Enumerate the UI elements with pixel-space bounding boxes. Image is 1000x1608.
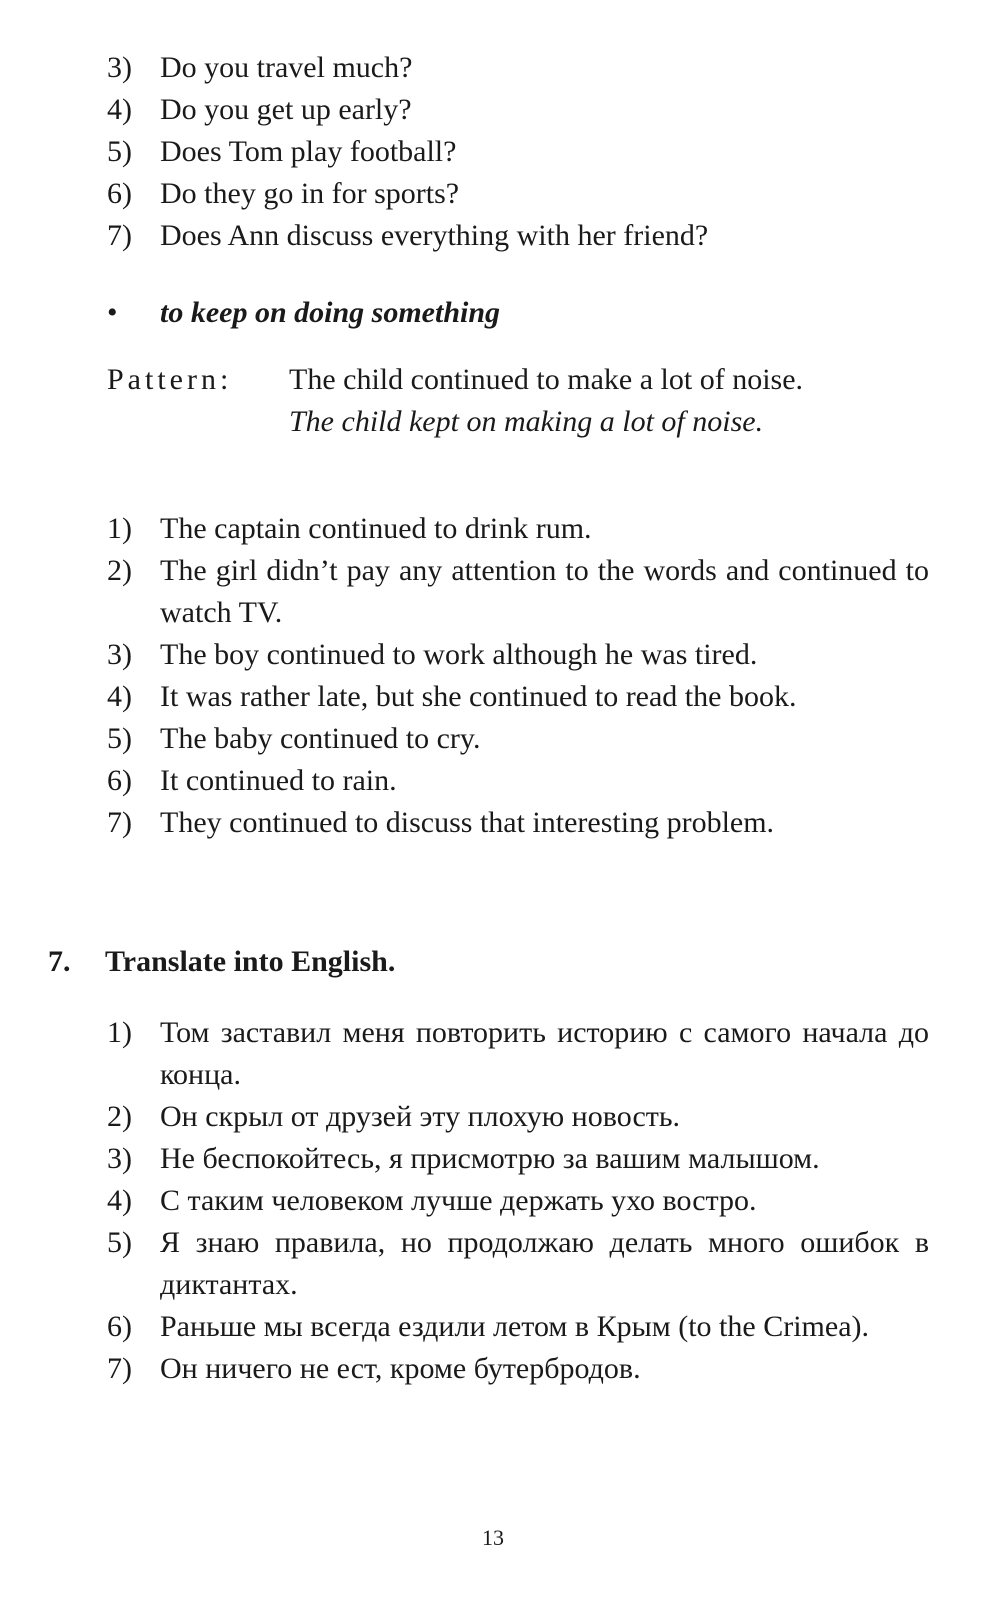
item-number: 1) [107,512,132,545]
item-text: It was rather late, but she continued to read the book. [160,680,797,713]
item-text: Do they go in for sports? [160,177,460,210]
list-item [107,1012,929,1096]
item-text: The captain continued to drink rum. [160,512,592,545]
item-text: Does Ann discuss everything with her friend? [160,219,709,252]
item-number: 7) [107,219,132,252]
list-item [107,718,929,760]
list-item [107,634,929,676]
bullet-icon: • [107,296,118,329]
item-text: Does Tom play football? [160,135,457,168]
exercise-title: Translate into English. [105,945,396,978]
exercise-number: 7. [48,945,71,978]
keep-on-list [107,508,929,844]
item-text: Он ничего не ест, кроме бутербродов. [160,1352,641,1385]
item-text: Не беспокойтесь, я присмотрю за вашим малышом. [160,1142,820,1175]
item-number: 3) [107,1142,132,1175]
item-text: С таким человеком лучше держать ухо востро. [160,1184,757,1217]
list-item [107,1306,929,1348]
pattern-body [289,359,929,443]
list-item [107,131,929,173]
item-number: 3) [107,51,132,84]
list-item [107,1096,929,1138]
item-text: It continued to rain. [160,764,397,797]
item-text: The girl didn’t pay any attention to the words and continued to watch TV. [160,554,929,629]
pattern-label: Pattern: [107,363,233,396]
list-item [107,215,929,257]
list-item [107,1222,929,1306]
list-item [107,550,929,634]
list-item [107,802,929,844]
item-number: 4) [107,1184,132,1217]
list-item [107,47,929,89]
phrase-title: to keep on doing something [160,296,501,329]
list-item [107,173,929,215]
list-item [107,1180,929,1222]
item-text: The baby continued to cry. [160,722,481,755]
page-number: 13 [482,1525,504,1550]
item-number: 6) [107,177,132,210]
item-text: Он скрыл от друзей эту плохую новость. [160,1100,681,1133]
item-text: Раньше мы всегда ездили летом в Крым (to the Crimea). [160,1310,869,1343]
item-number: 6) [107,1310,132,1343]
list-item [107,760,929,802]
item-number: 5) [107,135,132,168]
item-text: The boy continued to work although he was tired. [160,638,758,671]
item-number: 4) [107,680,132,713]
item-number: 2) [107,1100,132,1133]
item-number: 2) [107,554,132,587]
translate-list [107,1012,929,1390]
item-number: 7) [107,1352,132,1385]
item-number: 5) [107,722,132,755]
item-number: 3) [107,638,132,671]
list-item [107,1138,929,1180]
item-number: 6) [107,764,132,797]
item-text: Том заставил меня повторить историю с самого начала до конца. [160,1016,929,1091]
pattern-example: The child kept on making a lot of noise. [289,405,764,438]
list-item [107,89,929,131]
item-number: 4) [107,93,132,126]
item-text: Я знаю правила, но продолжаю делать много ошибок в диктантах. [160,1226,929,1301]
list-item [107,676,929,718]
item-number: 7) [107,806,132,839]
item-number: 1) [107,1016,132,1049]
item-text: They continued to discuss that interesting problem. [160,806,775,839]
questions-list [107,47,929,257]
item-text: Do you get up early? [160,93,412,126]
item-number: 5) [107,1226,132,1259]
pattern-sentence: The child continued to make a lot of noise. [289,363,804,396]
item-text: Do you travel much? [160,51,413,84]
list-item [107,1348,929,1390]
list-item [107,508,929,550]
